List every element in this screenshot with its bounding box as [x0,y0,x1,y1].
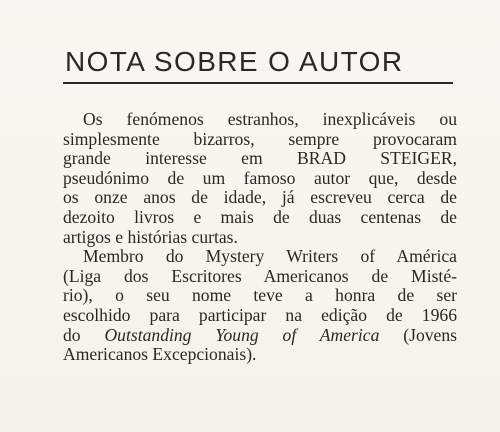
text-line: artigos e histórias curtas. [63,226,238,247]
text-line: escolhido para participar na edição de 1966 [63,304,457,325]
text-line: Americanos Excepcionais). [63,344,257,365]
text-line: dezoito livros e mais de duas centenas de [63,206,457,227]
text-line: grande interesse em BRAD STEIGER, [63,148,457,169]
paragraph-2 [63,247,457,365]
text-line: os onze anos de idade, já escreveu cerca de [63,187,457,208]
text-line-mixed [63,326,457,346]
publication-title: Outstanding Young of America [104,324,380,345]
page-title: NOTA SOBRE O AUTOR [65,46,404,77]
text-line: (Liga dos Escritores Americanos de Misté- [63,265,457,286]
text-fragment: (Jovens [379,324,458,345]
text-fragment: do [63,324,105,345]
title-underline [63,82,453,84]
text-line: Membro do Mystery Writers of América [83,246,457,267]
paragraph-1 [63,110,457,247]
text-line: simplesmente bizarros, sempre provocaram [63,128,457,149]
text-line: pseudónimo de um famoso autor que, desde [63,167,457,188]
text-line: Os fenómenos estranhos, inexplicáveis ou [83,109,457,129]
author-note-body [63,110,457,365]
text-line: rio), o seu nome teve a honra de ser [63,285,457,306]
